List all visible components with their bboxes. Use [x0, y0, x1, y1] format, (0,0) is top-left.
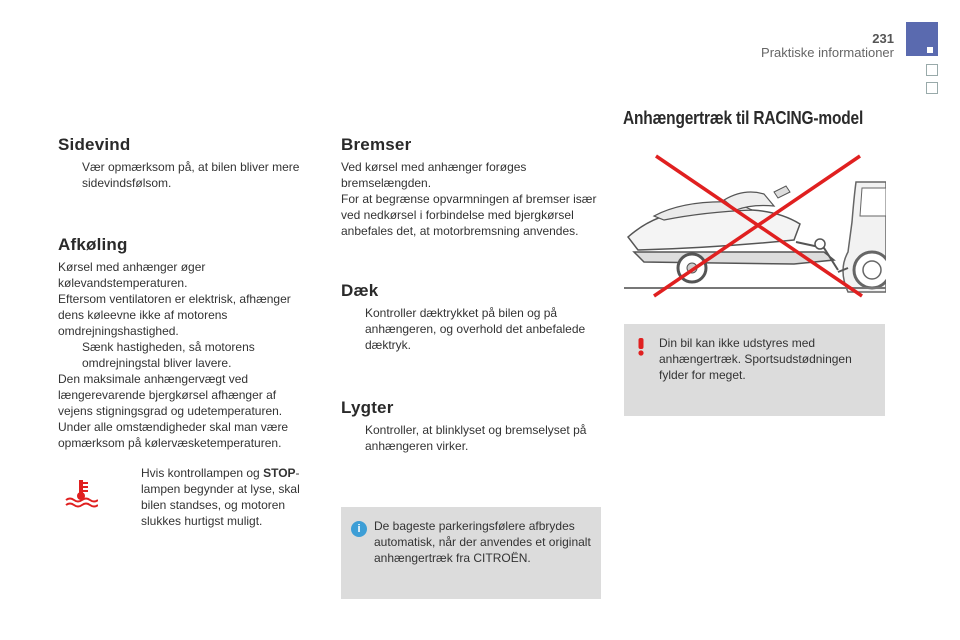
bullet-text: Kontroller dæktrykket på bilen og på anhængeren, og overhold det anbefalede dæktryk.	[365, 306, 586, 352]
coolant-temperature-icon	[64, 478, 98, 508]
page-number: 231	[872, 31, 894, 46]
section-title-racing: Anhængertræk til RACING-model	[623, 108, 864, 128]
bullet-item	[58, 339, 298, 371]
info-box-text: De bageste parkeringsfølere afbrydes automatisk, når der anvendes et originalt anhængertræk fra CITROËN.	[374, 519, 591, 565]
chapter-tab-outline	[926, 64, 938, 76]
paragraph: Ved kørsel med anhænger forøges bremselængden.	[341, 160, 527, 190]
bullet-item	[341, 305, 599, 353]
trailer-illustration	[624, 152, 886, 298]
warning-text-post: -lampen begynder at lyse, skal bilen standses, og motoren slukkes hurtigst muligt.	[141, 466, 300, 528]
bullet-text: Kontroller, at blinklyset og bremselyset på anhængeren virker.	[365, 423, 587, 453]
tab-marker	[927, 47, 933, 53]
paragraph: For at begrænse opvarmningen af bremser især ved nedkørsel i forbindelse med bjergkørsel anbefales det, at motorbremsning anvendes.	[341, 192, 597, 238]
bullet-text: Sænk hastigheden, så motorens omdrejningstal bliver lavere.	[82, 340, 255, 370]
info-box	[341, 507, 601, 599]
bullet-item	[117, 465, 309, 529]
bullet-item	[341, 422, 599, 454]
afkoling-body	[58, 259, 298, 451]
bullet-text: Vær opmærksom på, at bilen bliver mere sidevindsfølsom.	[82, 160, 300, 190]
sidevind-body	[58, 159, 310, 191]
lygter-body	[341, 422, 599, 454]
chapter-title: Praktiske informationer	[761, 45, 894, 60]
section-title-bremser: Bremser	[341, 135, 412, 154]
section-title-sidevind: Sidevind	[58, 135, 131, 154]
paragraph: Eftersom ventilatoren er elektrisk, afhænger dens køleevne ikke af motorens omdrejningshastighed.	[58, 292, 291, 338]
info-icon: i	[351, 521, 367, 537]
paragraph: Den maksimale anhængervægt ved længerevarende bjergkørsel afhænger af vejens stigningsgrad og udetemperaturen.	[58, 372, 283, 418]
stop-label: STOP	[263, 466, 296, 480]
chapter-tab-outline	[926, 82, 938, 94]
warning-box	[624, 324, 885, 416]
warning-text-pre: Hvis kontrollampen og	[141, 466, 260, 480]
paragraph: Kørsel med anhænger øger kølevandstemperaturen.	[58, 260, 206, 290]
chapter-tab-active	[906, 22, 938, 56]
bullet-item	[58, 159, 310, 191]
daek-body	[341, 305, 599, 353]
bremser-body	[341, 159, 597, 239]
section-title-lygter: Lygter	[341, 398, 394, 417]
coolant-warning	[117, 465, 309, 529]
paragraph: Under alle omstændigheder skal man være opmærksom på kølervæsketemperaturen.	[58, 420, 289, 450]
section-title-afkoling: Afkøling	[58, 235, 128, 254]
section-title-daek: Dæk	[341, 281, 379, 300]
warning-box-text: Din bil kan ikke udstyres med anhængertræk. Sportsudstødningen fylder for meget.	[659, 336, 852, 382]
warning-icon	[633, 338, 649, 356]
